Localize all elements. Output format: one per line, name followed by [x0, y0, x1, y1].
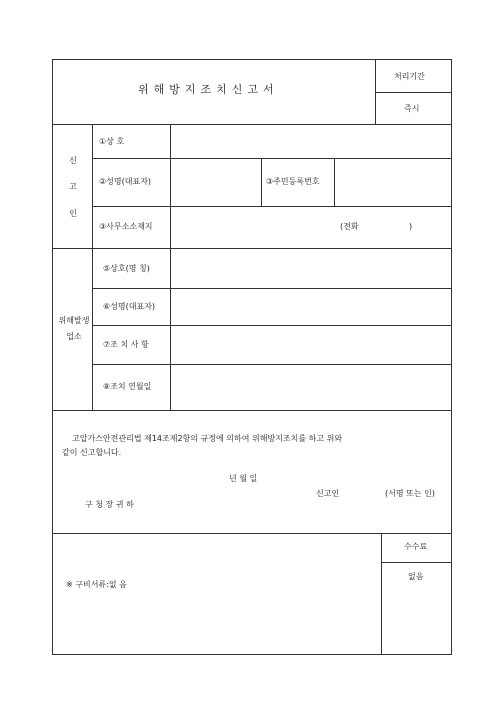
signature-or-seal-label: (서명 또는 인): [385, 489, 435, 498]
divider-header-v: [375, 59, 376, 124]
measures-field[interactable]: [171, 326, 451, 363]
id-number-field[interactable]: [335, 159, 451, 205]
fee-label: 수수료: [404, 542, 428, 551]
reporter-group-char-3: 인: [69, 209, 77, 218]
declaration-date: 년 월 일: [229, 474, 258, 483]
site-representative-field[interactable]: [171, 289, 451, 324]
form-title: 위해방지조치신고서: [138, 83, 279, 96]
processing-period-value: 즉시: [404, 104, 420, 113]
measure-date-label: ⑧조치 연월일: [103, 382, 152, 391]
id-number-label: ③주민등록번호: [266, 177, 320, 186]
reporter-group-char-2: 고: [69, 182, 77, 191]
representative-name-field[interactable]: [171, 159, 260, 205]
addressee: 구 청 장 귀 하: [85, 500, 134, 509]
processing-period-label: 처리기간: [394, 72, 425, 81]
reporter-signature-label: 신고인: [316, 489, 340, 498]
phone-close-label: ): [409, 222, 413, 231]
reporter-group-char-1: 신: [69, 156, 77, 165]
representative-name-label: ②성명(대표자): [99, 177, 152, 186]
declaration-line-2: 같이 신고합니다.: [62, 448, 122, 457]
divider-group-label: [92, 124, 93, 410]
divider-site-end: [52, 410, 452, 411]
divider-id-label-left: [261, 158, 262, 206]
declaration-line-1: 고압가스안전관리법 제14조제2항의 규정에 의하여 위해방지조치를 하고 위와: [72, 434, 343, 443]
measures-label: ⑦조 치 사 항: [103, 340, 149, 349]
divider-fee-v: [381, 533, 382, 655]
site-representative-label: ⑥성명(대표자): [103, 302, 156, 311]
site-group-label-2: 업소: [66, 332, 82, 341]
divider-fee: [381, 562, 452, 563]
site-group-label-1: 위해발생: [58, 316, 90, 325]
office-address-label: ③사무소소재지: [99, 222, 153, 231]
company-label: ①상 호: [99, 137, 125, 146]
trade-name-label: ⑤상호(명 칭): [103, 264, 150, 273]
trade-name-field[interactable]: [171, 249, 451, 287]
required-documents-note: ※ 구비서류:없 음: [66, 580, 127, 589]
phone-open-label: (전화: [340, 222, 359, 231]
company-field[interactable]: [171, 125, 451, 157]
fee-value: 없음: [408, 572, 424, 581]
measure-date-field[interactable]: [171, 365, 451, 409]
divider-declaration-end: [52, 533, 452, 534]
divider-period: [375, 92, 452, 93]
